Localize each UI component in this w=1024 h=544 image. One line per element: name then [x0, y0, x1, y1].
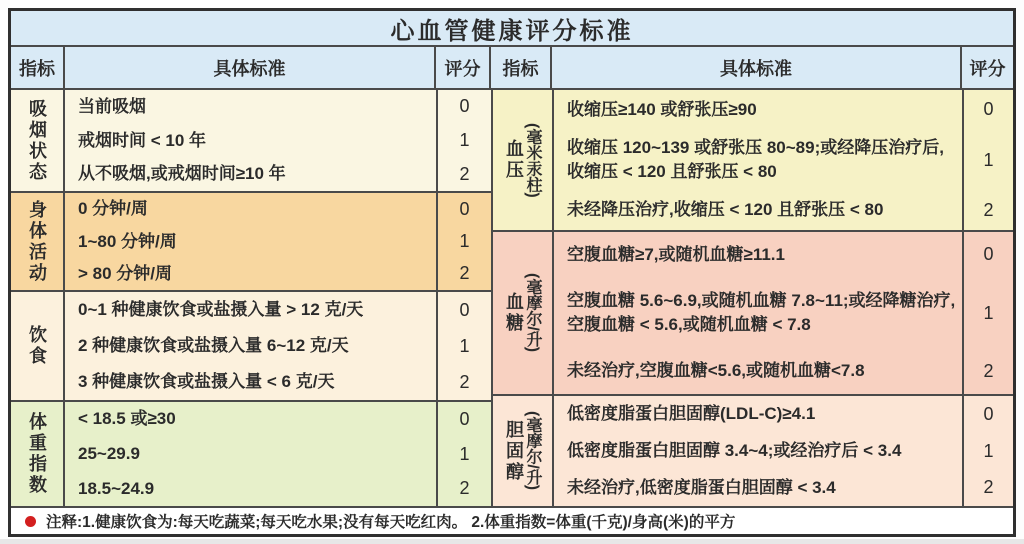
section-label-cell — [11, 292, 65, 400]
table-row — [65, 124, 491, 158]
section-label-cell — [493, 232, 554, 394]
criterion-text: 从不吸烟,或戒烟时间≥10 年 — [78, 164, 286, 184]
criteria-rows — [554, 396, 1013, 506]
criterion-text: 0~1 种健康饮食或盐摄入量 > 12 克/天 — [78, 300, 364, 320]
section-label: 血糖 — [504, 292, 524, 334]
criterion-text: 1~80 分钟/周 — [78, 231, 177, 251]
criteria-rows — [554, 90, 1013, 230]
section-label-cell — [493, 90, 554, 230]
table-body — [11, 90, 1013, 506]
score-value: 2 — [962, 348, 1013, 394]
score-value: 1 — [436, 328, 491, 364]
criterion-text: 未经治疗,空腹血糖<5.6,或随机血糖<7.8 — [567, 361, 865, 381]
table-row — [65, 157, 491, 191]
criterion-text: 低密度脂蛋白胆固醇(LDL-C)≥4.1 — [567, 404, 816, 424]
score-value: 1 — [962, 129, 1013, 190]
header-criteria-right: 具体标准 — [552, 47, 962, 88]
section-label: 吸烟状态 — [27, 98, 47, 183]
table-row — [554, 433, 1013, 470]
score-value: 2 — [436, 364, 491, 400]
score-value: 0 — [962, 396, 1013, 433]
table-row — [554, 278, 1013, 349]
table-row — [554, 348, 1013, 394]
criterion-text: 2 种健康饮食或盐摄入量 6~12 克/天 — [78, 336, 349, 356]
criteria-rows — [65, 402, 491, 506]
criterion-text: 3 种健康饮食或盐摄入量 < 6 克/天 — [78, 372, 335, 392]
criteria-rows — [65, 292, 491, 400]
score-value: 1 — [962, 433, 1013, 470]
score-value: 2 — [436, 471, 491, 506]
table-right-half — [491, 90, 1013, 506]
score-table — [8, 8, 1016, 537]
table-row — [65, 292, 491, 328]
score-value: 2 — [436, 258, 491, 290]
score-value: 1 — [962, 278, 1013, 349]
section-diet — [11, 290, 491, 400]
table-row — [65, 471, 491, 506]
table-row — [65, 90, 491, 124]
page-title: 心血管健康评分标准 — [11, 11, 1013, 47]
table-row — [65, 193, 491, 225]
criterion-text: < 18.5 或≥30 — [78, 409, 176, 429]
criterion-text: 戒烟时间 < 10 年 — [78, 130, 207, 150]
section-label-cell — [11, 90, 65, 191]
section-bmi — [11, 400, 491, 506]
criterion-text: 收缩压 120~139 或舒张压 80~89;或经降压治疗后,收缩压 < 120 且舒张压 < 80 — [567, 138, 944, 181]
table-header — [11, 47, 1013, 90]
table-row — [65, 258, 491, 290]
table-row — [65, 402, 491, 437]
criteria-rows — [554, 232, 1013, 394]
criterion-text: 未经降压治疗,收缩压 < 120 且舒张压 < 80 — [567, 200, 884, 220]
criterion-text: 未经治疗,低密度脂蛋白胆固醇 < 3.4 — [567, 477, 836, 497]
footnote-text: 注释:1.健康饮食为:每天吃蔬菜;每天吃水果;没有每天吃红肉。 2.体重指数=体重(千克)/身高(米)的平方 — [46, 514, 736, 531]
criteria-rows — [65, 90, 491, 191]
photo-edge — [0, 539, 1024, 544]
footnote-row — [11, 506, 1013, 534]
criterion-text: 低密度脂蛋白胆固醇 3.4~4;或经治疗后 < 3.4 — [567, 441, 902, 461]
section-label-cell — [493, 396, 554, 506]
table-row — [65, 328, 491, 364]
table-row — [65, 364, 491, 400]
header-indicator-left: 指标 — [11, 47, 65, 88]
score-value: 0 — [436, 402, 491, 437]
section-label-cell — [11, 402, 65, 506]
score-value: 2 — [962, 469, 1013, 506]
score-value: 0 — [962, 232, 1013, 278]
section-cholesterol — [493, 394, 1013, 506]
criterion-text: 18.5~24.9 — [78, 478, 155, 498]
header-score-right: 评分 — [969, 58, 1006, 79]
table-row — [554, 469, 1013, 506]
table-row — [554, 90, 1013, 129]
section-unit: (毫摩尔/升) — [524, 411, 541, 491]
score-value: 0 — [436, 90, 491, 124]
section-label: 饮食 — [27, 325, 47, 367]
score-value: 1 — [436, 437, 491, 472]
header-score-left: 评分 — [436, 47, 491, 88]
table-row — [65, 225, 491, 257]
criterion-text: 空腹血糖≥7,或随机血糖≥11.1 — [567, 244, 785, 264]
criterion-text: > 80 分钟/周 — [78, 263, 173, 283]
table-left-half — [11, 90, 491, 506]
section-unit: (毫米汞柱) — [524, 122, 541, 198]
criteria-rows — [65, 193, 491, 290]
section-smoking-status — [11, 90, 491, 191]
criterion-text: 空腹血糖 5.6~6.9,或随机血糖 7.8~11;或经降糖治疗,空腹血糖 < 5.6,或随机血糖 < 7.8 — [567, 291, 956, 334]
table-row — [554, 129, 1013, 190]
score-value: 1 — [436, 225, 491, 257]
section-label: 体重指数 — [27, 412, 47, 496]
section-label: 胆固醇 — [504, 419, 524, 483]
header-indicator-right: 指标 — [491, 47, 552, 88]
section-blood-glucose — [493, 230, 1013, 394]
section-physical-activity — [11, 191, 491, 290]
score-value: 1 — [436, 124, 491, 158]
section-label: 血压 — [504, 139, 524, 181]
table-row — [554, 232, 1013, 278]
table-row — [554, 191, 1013, 230]
criterion-text: 收缩压≥140 或舒张压≥90 — [567, 99, 757, 119]
header-criteria-left: 具体标准 — [65, 47, 436, 88]
section-unit: (毫摩尔/升) — [524, 273, 541, 353]
score-value: 0 — [962, 90, 1013, 129]
score-value: 0 — [436, 193, 491, 225]
score-value: 0 — [436, 292, 491, 328]
criterion-text: 25~29.9 — [78, 444, 140, 464]
bullet-icon — [25, 516, 36, 527]
score-value: 2 — [436, 157, 491, 191]
table-row — [554, 396, 1013, 433]
section-label: 身体活动 — [27, 199, 47, 284]
section-blood-pressure — [493, 90, 1013, 230]
criterion-text: 当前吸烟 — [78, 96, 146, 116]
criterion-text: 0 分钟/周 — [78, 199, 148, 219]
table-row — [65, 437, 491, 472]
score-value: 2 — [962, 191, 1013, 230]
section-label-cell — [11, 193, 65, 290]
